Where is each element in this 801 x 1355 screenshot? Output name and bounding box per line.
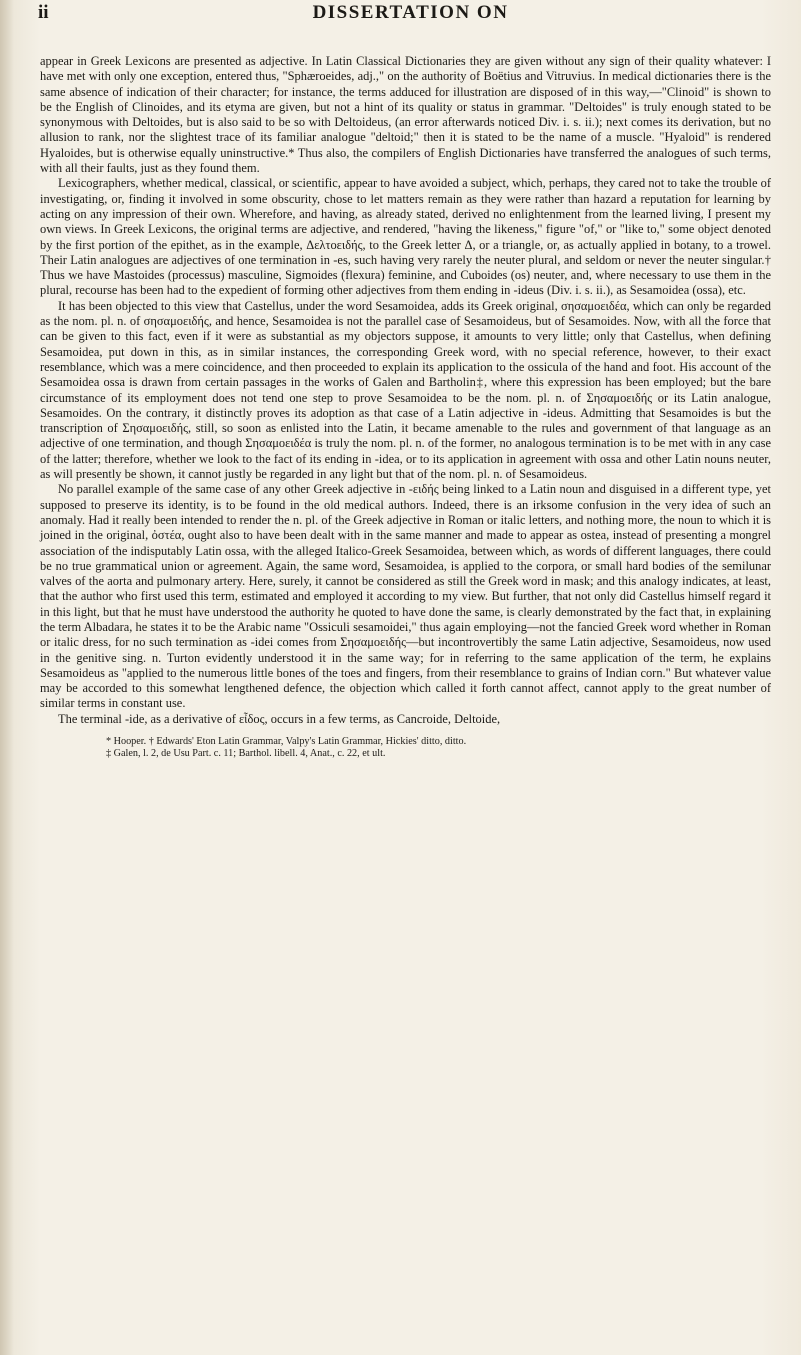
running-head: DISSERTATION ON [312,2,509,23]
body-text [40,54,771,727]
paragraph-2: Lexicographers, whether medical, classical, or scientific, appear to have avoided a subject, which, perhaps, they cared not to take the trouble of investigating, or, finding it involved in some obscurity, chose to let matters remain as they were rather than hazard a reputation for learning by acting on any impression of their own. Wherefore, and having, as already stated, derived no enlightenment from the learned living, I present my own views. In Greek Lexicons, the original terms are adjective, and rendered, "having the likeness," figure "of," or "like to," some object denoted by the first portion of the epithet, as in the example, Δελτοειδής, to the Greek letter Δ, or a triangle, or, as actually applied in botany, to a trowel. Their Latin analogues are adjectives of one termination in -es, such having very rarely the neuter plural, and seldom or never the neuter singular.† Thus we have Mastoides (processus) masculine, Sigmoides (flexura) feminine, and Cuboides (os) neuter, and, where necessary to use them in the plural, recourse has been had to the expedient of forming other adjectives from them ending in -ideus (Div. i. s. ii.), as Sesamoidea (ossa), etc. [40,176,771,298]
paragraph-3: It has been objected to this view that Castellus, under the word Sesamoidea, adds its Greek original, σησαμοειδέα, which can only be regarded as the nom. pl. n. of σησαμοειδής, and hence, Sesamoidea is not the parallel case of Sesamoideus, but of Sesamoides. Now, with all the force that can be given to this fact, even if it were as substantial as my objectors suppose, it amounts to very little; only that Castellus, when defining Sesamoidea, put down in this, as in similar instances, the corresponding Greek word, with no special reference, however, to their exact resemblance, which was a mere coincidence, and then proceeded to explain its application to the ossicula of the hand and foot. His account of the Sesamoidea ossa is drawn from certain passages in the works of Galen and Bartholin‡, where this expression has been employed; but the bare circumstance of its employment does not tend one step to prove Sesamoidea to be the nom. pl. n. of Σησαμοειδής or its Latin analogue, Sesamoides. On the contrary, it distinctly proves its adoption as that case of a Latin adjective in -ideus. Admitting that Sesamoides is but the transcription of Σησαμοειδής, still, so soon as enlisted into the Latin, it became amenable to the rules and government of that language as an adjective of one termination, and though Σησαμοειδέα is truly the nom. pl. n. of the former, no analogous termination is to be met with in any case of the latter; therefore, whether we look to the fact of its ending in -idea, or to its application in agreement with ossa and other Latin nouns neuter, as will presently be shown, it cannot justly be regarded in any light but that of the nom. pl. n. of Sesamoideus. [40,298,771,482]
paragraph-5: The terminal -ide, as a derivative of εἶδος, occurs in a few terms, as Cancroide, Deltoide, [58,711,501,726]
paragraph-4: No parallel example of the same case of any other Greek adjective in -ειδής being linked to a Latin noun and disguised in a different type, yet supposed to preserve its identity, is to be found in the old medical authors. Indeed, there is an irksome confusion in the very idea of such an anomaly. Had it really been intended to render the n. pl. of the Greek adjective in Roman or italic letters, and nothing more, the noun to which it is joined in the original, ὀστέα, ought also to have been dealt with in the same manner and made to appear as ostea, instead of presenting a mongrel association of the indisputably Latin ossa, with the alleged Italico-Greek Sesamoidea, between which, as words of different languages, there could be no true grammatical union or agreement. Again, the same word, Sesamoidea, is applied to the corpora, or small hard bodies of the semilunar valves of the aorta and pulmonary artery. Here, surely, it cannot be considered as still the Greek word in mask; and this analogy indicates, at least, that the author who first used this term, estimated and employed it according to my view. But further, that not only did Castellus himself regard it in this light, but that he must have understood the authority he quoted to have done the same, is clearly demonstrated by the fact that, in explaining the term Albadara, he states it to be the Arabic name "Ossiculi sesamoidei," thus again employing—not the fancied Greek word whether in Roman or italic dress, for no such termination as -idei comes from Σησαμοειδής—but incontrovertibly the same Latin adjective, Sesamoideus, now used in the genitive sing. n. Turton evidently understood it in the same way; for in referring to the same application of the term, he explains Sesamoideus as "applied to the numerous little bones of the toes and fingers, from their resemblance to grains of Indian corn." But whatever value may be accorded to this somewhat lengthened defence, the objection which called it forth cannot affect, cannot apply to the great number of similar terms in constant use. [40,482,771,711]
paragraph-1: appear in Greek Lexicons are presented as adjective. In Latin Classical Dictionaries they are given without any sign of their quality whatever: I have met with only one exception, entered thus, "Sphæroeides, adj.," on the authority of Boëtius and Vitruvius. In medical dictionaries there is the same absence of indication of their character; for instance, the terms adduced for illustration are disposed of in this way,—"Clinoid" is shown to be the English of Clinoides, and its etyma are given, but not a hint of its quality or status in grammar. "Deltoides" is truly enough stated to be synonymous with Deltoides, but is also said to be so with Deltoideus, (an error afterwards noticed Div. i. s. ii.); next comes its derivation, but no allusion to rank, nor the slightest trace of its familiar analogue "deltoid;" then it is stated to be the name of a muscle. "Hyaloid" is rendered Hyaloides, but is otherwise equally uninstructive.* Thus also, the compilers of English Dictionaries have transferred the analogues of such terms, with all their faults, just as they found them. [40,54,771,176]
page-number: ii [38,2,49,23]
footnotes [40,736,771,760]
footnote-2: ‡ Galen, l. 2, de Usu Part. c. 11; Barthol. libell. 4, Anat., c. 22, et ult. [106,748,386,760]
footnote-1: * Hooper. † Edwards' Eton Latin Grammar, Valpy's Latin Grammar, Hickies' ditto, ditto. [106,736,467,748]
binding-shadow [0,0,14,1355]
page-header [40,0,781,30]
